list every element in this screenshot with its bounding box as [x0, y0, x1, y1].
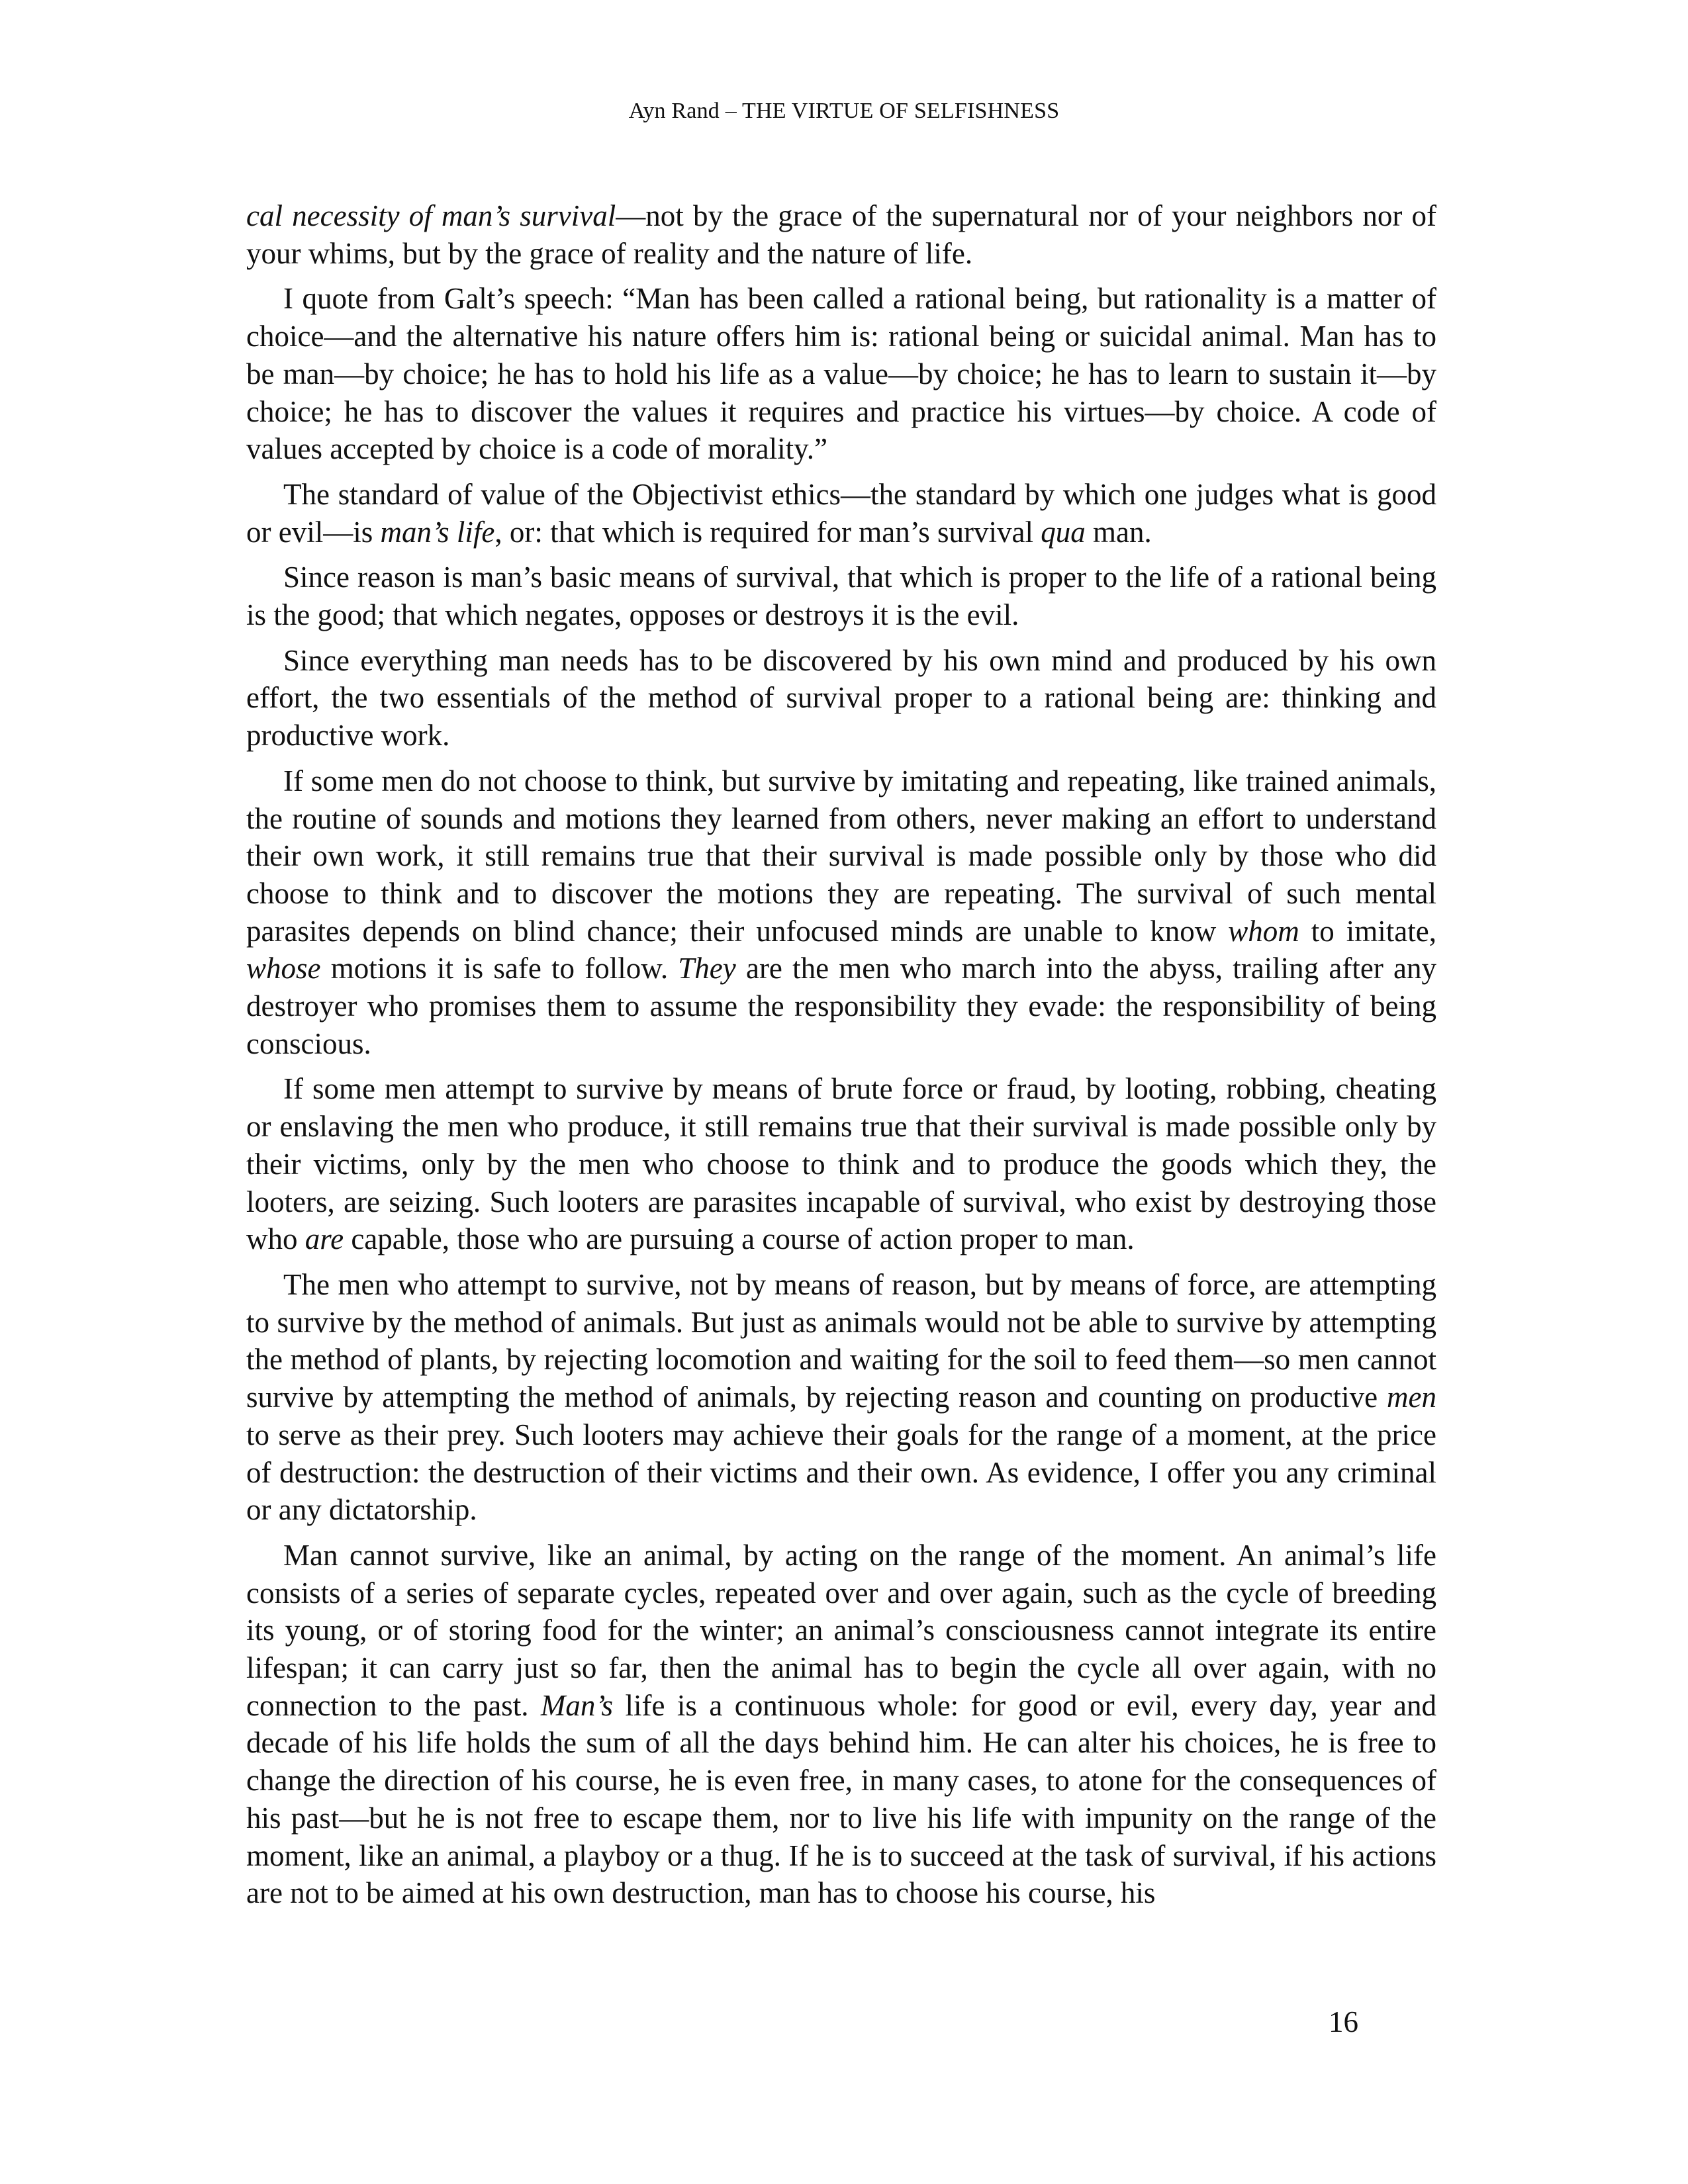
text-run: to serve as their prey. Such looters may achieve their goals for the range of a moment, at the price of destruction: the destruction of their victims and their own. As evidence, I offer you any criminal or any dictatorship. [246, 1418, 1436, 1527]
text-run: The standard of value of the Objectivist ethics—the standard by which one judges what is good or evil—is [246, 477, 1436, 549]
text-run: life is a continuous whole: for good or evil, every day, year and decade of his life holds the sum of all the days behind him. He can alter his choices, he is free to change the direction of his course, he is even free, in many cases, to atone for the consequences of his past—but he is not free to escape them, nor to live his life with impunity on the range of the moment, like an animal, a playboy or a thug. If he is to succeed at the task of survival, if his actions are not to be aimed at his own destruction, man has to choose his course, his [246, 1688, 1436, 1910]
paragraph [246, 197, 1436, 272]
text-run: If some men attempt to survive by means of brute force or fraud, by looting, robbing, cheating or enslaving the men who produce, it still remains true that their survival is made possible only by their victims, only by the men who choose to think and to produce the goods which they, the looters, are seizing. Such looters are parasites incapable of survival, who exist by destroying those who [246, 1072, 1436, 1256]
text-run: They [678, 952, 736, 985]
text-run: cal necessity of man’s survival [246, 199, 616, 232]
text-run: man’s life [380, 515, 495, 549]
running-header: Ayn Rand – THE VIRTUE OF SELFISHNESS [628, 99, 1060, 123]
paragraph [246, 559, 1436, 633]
text-run: whom [1228, 914, 1299, 948]
text-run: I quote from Galt’s speech: “Man has been called a rational being, but rationality is a matter of choice—and the alternative his nature offers him is: rational being or suicidal animal. Man has to be man—by choice; he has to hold his life as a value—by choice; he has to learn to sustain it—by choice; he has to discover the values it requires and practice his virtues—by choice. A code of values accepted by choice is a code of morality.” [246, 282, 1436, 466]
text-run: capable, those who are pursuing a course of action proper to man. [344, 1222, 1135, 1256]
paragraph [246, 1537, 1436, 1912]
text-run: , or: that which is required for man’s survival [494, 515, 1041, 549]
text-run: motions it is safe to follow. [320, 952, 679, 985]
text-run: The men who attempt to survive, not by means of reason, but by means of force, are attempting to survive by the method of animals. But just as animals would not be able to survive by attempting the method of plants, by rejecting locomotion and waiting for the soil to feed them—so men cannot survive by attempting the method of animals, by rejecting reason and counting on productive [246, 1267, 1436, 1414]
paragraph [246, 1070, 1436, 1258]
text-run: to imitate, [1299, 914, 1436, 948]
text-run: whose [246, 952, 321, 985]
paragraph [246, 280, 1436, 468]
text-run: are [305, 1222, 344, 1256]
paragraph [246, 762, 1436, 1063]
page-number: 16 [1329, 2005, 1358, 2038]
paragraph [246, 1266, 1436, 1529]
text-run: man. [1085, 515, 1152, 549]
paragraph [246, 642, 1436, 754]
text-run: Since everything man needs has to be discovered by his own mind and produced by his own effort, the two essentials of the method of survival proper to a rational being are: thinking and productive work. [246, 643, 1436, 752]
text-run: qua [1041, 515, 1086, 549]
text-run: Man’s [540, 1688, 614, 1722]
text-run: men [1387, 1381, 1436, 1414]
text-run: Man cannot survive, like an animal, by acting on the range of the moment. An animal’s life consists of a series of separate cycles, repeated over and over again, such as the cycle of breeding its young, or of storing food for the winter; an animal’s consciousness cannot integrate its entire lifespan; it can carry just so far, then the animal has to begin the cycle all over again, with no connection to the past. [246, 1538, 1436, 1722]
paragraph [246, 476, 1436, 551]
text-run: If some men do not choose to think, but survive by imitating and repeating, like trained animals, the routine of sounds and motions they learned from others, never making an effort to understand their own work, it still remains true that their survival is made possible only by those who did choose to think and to discover the motions they are repeating. The survival of such mental parasites depends on blind chance; their unfocused minds are unable to know [246, 764, 1436, 948]
text-body [246, 197, 1436, 1912]
text-run: —not by the grace of the supernatural nor of your neighbors nor of your whims, but by the grace of reality and the nature of life. [246, 199, 1436, 270]
text-run: are the men who march into the abyss, trailing after any destroyer who promises them to assume the responsibility they evade: the responsibility of being conscious. [246, 952, 1436, 1060]
text-run: Since reason is man’s basic means of survival, that which is proper to the life of a rational being is the good; that which negates, opposes or destroys it is the evil. [246, 561, 1436, 632]
